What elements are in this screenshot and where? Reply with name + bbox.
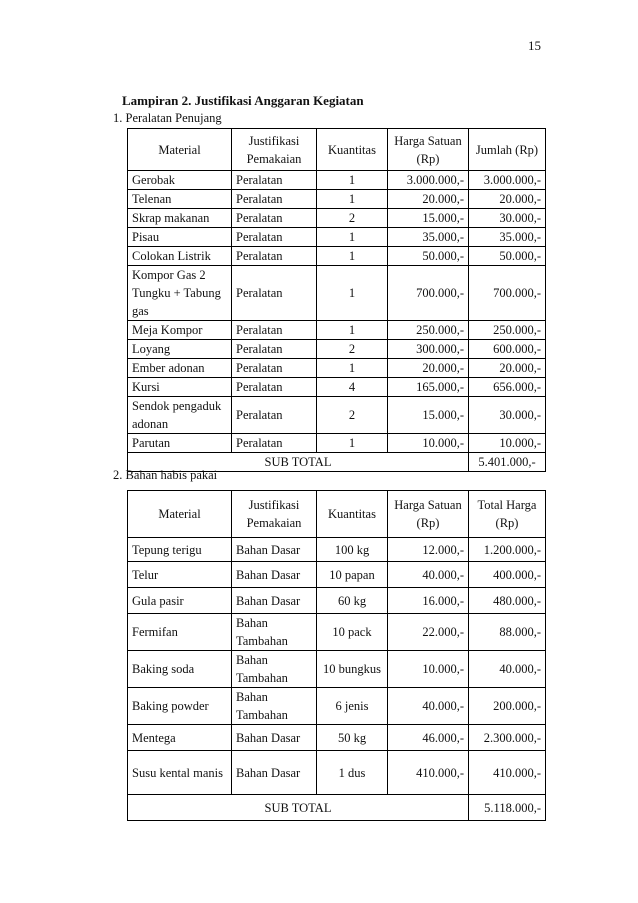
- justification-cell: Bahan Tambahan: [232, 688, 317, 725]
- section1-title: 1. Peralatan Penujang: [113, 111, 222, 125]
- table-row: [128, 378, 546, 397]
- material-cell: Pisau: [128, 228, 232, 247]
- amount-cell: 200.000,-: [469, 688, 546, 725]
- amount-cell: 30.000,-: [469, 397, 546, 434]
- material-cell: Skrap makanan: [128, 209, 232, 228]
- header-quantity: Kuantitas: [317, 129, 388, 171]
- unit-price-cell: 12.000,-: [388, 538, 469, 562]
- justification-cell: Peralatan: [232, 228, 317, 247]
- amount-cell: 3.000.000,-: [469, 171, 546, 190]
- quantity-cell: 10 papan: [317, 562, 388, 588]
- equipment-table: [127, 128, 546, 472]
- header-material: Material: [128, 129, 232, 171]
- unit-price-cell: 10.000,-: [388, 651, 469, 688]
- justification-cell: Bahan Tambahan: [232, 651, 317, 688]
- header-unit-price: Harga Satuan (Rp): [388, 491, 469, 538]
- table-row: [128, 321, 546, 340]
- table-row: [128, 228, 546, 247]
- table-header-row: [128, 129, 546, 171]
- amount-cell: 250.000,-: [469, 321, 546, 340]
- header-total-price: Total Harga (Rp): [469, 491, 546, 538]
- quantity-cell: 10 pack: [317, 614, 388, 651]
- unit-price-cell: 700.000,-: [388, 266, 469, 321]
- quantity-cell: 10 bungkus: [317, 651, 388, 688]
- unit-price-cell: 15.000,-: [388, 209, 469, 228]
- table-row: [128, 190, 546, 209]
- material-cell: Kompor Gas 2 Tungku + Tabung gas: [128, 266, 232, 321]
- amount-cell: 88.000,-: [469, 614, 546, 651]
- amount-cell: 40.000,-: [469, 651, 546, 688]
- unit-price-cell: 46.000,-: [388, 725, 469, 751]
- quantity-cell: 50 kg: [317, 725, 388, 751]
- amount-cell: 20.000,-: [469, 190, 546, 209]
- table-row: [128, 171, 546, 190]
- quantity-cell: 1: [317, 434, 388, 453]
- justification-cell: Bahan Dasar: [232, 725, 317, 751]
- justification-cell: Bahan Dasar: [232, 751, 317, 795]
- table-row: [128, 614, 546, 651]
- subtotal-row: [128, 795, 546, 821]
- justification-cell: Peralatan: [232, 266, 317, 321]
- unit-price-cell: 20.000,-: [388, 359, 469, 378]
- material-cell: Gerobak: [128, 171, 232, 190]
- unit-price-cell: 3.000.000,-: [388, 171, 469, 190]
- quantity-cell: 1: [317, 321, 388, 340]
- table-row: [128, 434, 546, 453]
- unit-price-cell: 35.000,-: [388, 228, 469, 247]
- header-amount: Jumlah (Rp): [469, 129, 546, 171]
- justification-cell: Peralatan: [232, 321, 317, 340]
- header-quantity: Kuantitas: [317, 491, 388, 538]
- table-row: [128, 562, 546, 588]
- table-row: [128, 688, 546, 725]
- consumables-table-body: [128, 538, 546, 795]
- amount-cell: 410.000,-: [469, 751, 546, 795]
- equipment-table-body: [128, 171, 546, 453]
- material-cell: Parutan: [128, 434, 232, 453]
- unit-price-cell: 40.000,-: [388, 688, 469, 725]
- unit-price-cell: 250.000,-: [388, 321, 469, 340]
- quantity-cell: 2: [317, 340, 388, 359]
- justification-cell: Peralatan: [232, 171, 317, 190]
- table-row: [128, 340, 546, 359]
- unit-price-cell: 300.000,-: [388, 340, 469, 359]
- table-row: [128, 209, 546, 228]
- page-number: 15: [528, 38, 541, 53]
- unit-price-cell: 20.000,-: [388, 190, 469, 209]
- quantity-cell: 1: [317, 359, 388, 378]
- unit-price-cell: 16.000,-: [388, 588, 469, 614]
- quantity-cell: 1: [317, 171, 388, 190]
- subtotal-label: SUB TOTAL: [128, 795, 469, 821]
- amount-cell: 10.000,-: [469, 434, 546, 453]
- subtotal-value: 5.118.000,-: [469, 795, 546, 821]
- table-row: [128, 397, 546, 434]
- table-row: [128, 588, 546, 614]
- quantity-cell: 4: [317, 378, 388, 397]
- quantity-cell: 2: [317, 397, 388, 434]
- material-cell: Tepung terigu: [128, 538, 232, 562]
- quantity-cell: 1: [317, 247, 388, 266]
- amount-cell: 20.000,-: [469, 359, 546, 378]
- material-cell: Loyang: [128, 340, 232, 359]
- unit-price-cell: 410.000,-: [388, 751, 469, 795]
- quantity-cell: 1: [317, 228, 388, 247]
- justification-cell: Peralatan: [232, 247, 317, 266]
- amount-cell: 1.200.000,-: [469, 538, 546, 562]
- table-header-row: [128, 491, 546, 538]
- justification-cell: Peralatan: [232, 209, 317, 228]
- material-cell: Fermifan: [128, 614, 232, 651]
- justification-cell: Peralatan: [232, 397, 317, 434]
- material-cell: Mentega: [128, 725, 232, 751]
- amount-cell: 480.000,-: [469, 588, 546, 614]
- amount-cell: 2.300.000,-: [469, 725, 546, 751]
- material-cell: Telur: [128, 562, 232, 588]
- material-cell: Colokan Listrik: [128, 247, 232, 266]
- page-heading: Lampiran 2. Justifikasi Anggaran Kegiatan: [122, 93, 364, 108]
- header-unit-price: Harga Satuan (Rp): [388, 129, 469, 171]
- material-cell: Gula pasir: [128, 588, 232, 614]
- amount-cell: 30.000,-: [469, 209, 546, 228]
- justification-cell: Bahan Dasar: [232, 588, 317, 614]
- subtotal-label: SUB TOTAL: [128, 453, 469, 472]
- unit-price-cell: 15.000,-: [388, 397, 469, 434]
- amount-cell: 35.000,-: [469, 228, 546, 247]
- quantity-cell: 1: [317, 266, 388, 321]
- justification-cell: Peralatan: [232, 190, 317, 209]
- section2-title: 2. Bahan habis pakai: [113, 468, 218, 482]
- header-justification: Justifikasi Pemakaian: [232, 491, 317, 538]
- unit-price-cell: 10.000,-: [388, 434, 469, 453]
- material-cell: Meja Kompor: [128, 321, 232, 340]
- quantity-cell: 1: [317, 190, 388, 209]
- amount-cell: 400.000,-: [469, 562, 546, 588]
- unit-price-cell: 40.000,-: [388, 562, 469, 588]
- quantity-cell: 6 jenis: [317, 688, 388, 725]
- justification-cell: Bahan Dasar: [232, 538, 317, 562]
- header-material: Material: [128, 491, 232, 538]
- consumables-table: [127, 490, 546, 821]
- table-row: [128, 751, 546, 795]
- material-cell: Susu kental manis: [128, 751, 232, 795]
- unit-price-cell: 22.000,-: [388, 614, 469, 651]
- justification-cell: Peralatan: [232, 378, 317, 397]
- justification-cell: Bahan Tambahan: [232, 614, 317, 651]
- table-row: [128, 359, 546, 378]
- amount-cell: 600.000,-: [469, 340, 546, 359]
- material-cell: Kursi: [128, 378, 232, 397]
- material-cell: Baking powder: [128, 688, 232, 725]
- unit-price-cell: 50.000,-: [388, 247, 469, 266]
- justification-cell: Bahan Dasar: [232, 562, 317, 588]
- justification-cell: Peralatan: [232, 359, 317, 378]
- amount-cell: 700.000,-: [469, 266, 546, 321]
- material-cell: Baking soda: [128, 651, 232, 688]
- table-row: [128, 247, 546, 266]
- subtotal-value: 5.401.000,-: [469, 453, 546, 472]
- material-cell: Ember adonan: [128, 359, 232, 378]
- quantity-cell: 60 kg: [317, 588, 388, 614]
- justification-cell: Peralatan: [232, 340, 317, 359]
- material-cell: Telenan: [128, 190, 232, 209]
- quantity-cell: 1 dus: [317, 751, 388, 795]
- table-row: [128, 651, 546, 688]
- material-cell: Sendok pengaduk adonan: [128, 397, 232, 434]
- quantity-cell: 100 kg: [317, 538, 388, 562]
- table-row: [128, 725, 546, 751]
- table-row: [128, 266, 546, 321]
- justification-cell: Peralatan: [232, 434, 317, 453]
- quantity-cell: 2: [317, 209, 388, 228]
- unit-price-cell: 165.000,-: [388, 378, 469, 397]
- amount-cell: 50.000,-: [469, 247, 546, 266]
- amount-cell: 656.000,-: [469, 378, 546, 397]
- header-justification: Justifikasi Pemakaian: [232, 129, 317, 171]
- table-row: [128, 538, 546, 562]
